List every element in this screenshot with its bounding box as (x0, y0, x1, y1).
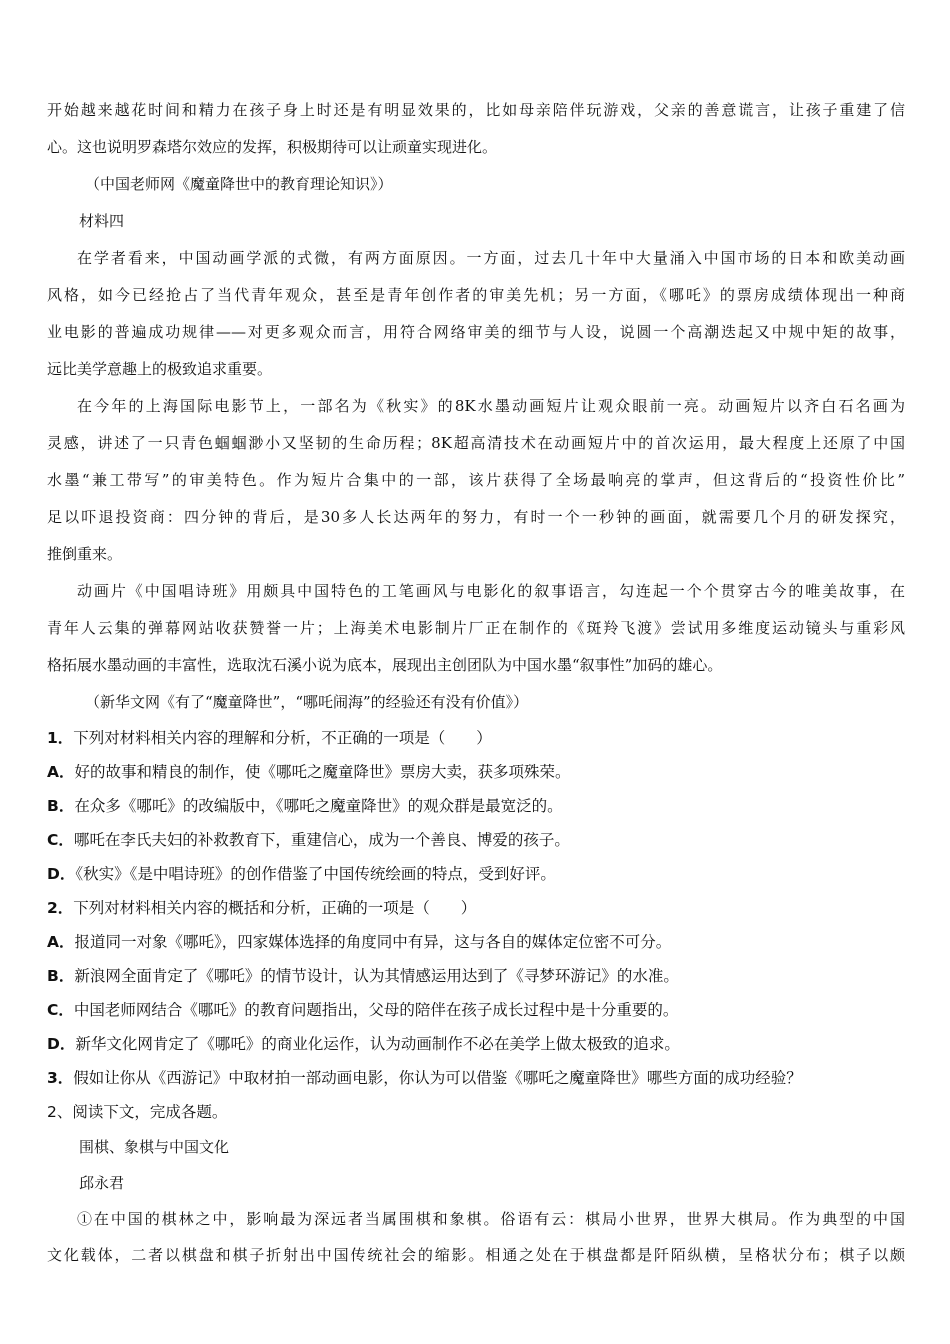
option-text: 新浪网全面肯定了《哪吒》的情节设计，认为其情感运用达到了《寻梦环游记》的水准。 (74, 967, 679, 985)
question-2-stem: 下列对材料相关内容的概括和分析，正确的一项是（ ） (73, 899, 477, 917)
question-3-number: 3． (47, 1069, 74, 1087)
material4-p2-line-4: 足以吓退投资商：四分钟的背后，是30多人长达两年的努力，有时一个一秒钟的画面，就需要几个月的研发探究， (47, 508, 905, 526)
material4-p1-line-1: 在学者看来，中国动画学派的式微，有两方面原因。一方面，过去几十年中大量涌入中国市场的日本和欧美动画 (77, 249, 905, 267)
option-text: 中国老师网结合《哪吒》的教育问题指出，父母的陪伴在孩子成长过程中是十分重要的。 (73, 1001, 679, 1019)
question-1-option-d (47, 857, 905, 891)
article-author: 邱永君 (79, 1174, 125, 1192)
option-label: B． (47, 967, 75, 985)
option-text: 在众多《哪吒》的改编版中，《哪吒之魔童降世》的观众群是最宽泛的。 (74, 797, 563, 815)
section-2-intro: 2、阅读下文，完成各题。 (47, 1103, 228, 1121)
question-1 (47, 721, 905, 755)
material4-heading: 材料四 (79, 212, 125, 230)
option-label: C． (47, 1001, 74, 1019)
material4-p3-line-1: 动画片《中国唱诗班》用颇具中国特色的工笔画风与电影化的叙事语言，勾连起一个个贯穿古今的唯美故事，在 (77, 582, 905, 600)
option-text: 报道同一对象《哪吒》，四家媒体选择的角度同中有异，这与各自的媒体定位密不可分。 (74, 933, 672, 951)
material4-p3-line-3: 格拓展水墨动画的丰富性，选取沈石溪小说为底本，展现出主创团队为中国水墨“叙事性”加码的雄心。 (47, 656, 723, 674)
question-2-option-b (47, 959, 905, 993)
material4-p2-line-5: 推倒重来。 (47, 545, 123, 563)
material4-p3-line-2: 青年人云集的弹幕网站收获赞誉一片；上海美术电影制片厂正在制作的《斑羚飞渡》尝试用多维度运动镜头与重彩风 (47, 619, 905, 637)
document-page (47, 92, 905, 1273)
option-text: 《秋实》《是中唱诗班》的创作借鉴了中国传统绘画的特点，受到好评。 (75, 865, 556, 883)
question-2-option-d (47, 1027, 905, 1061)
material4-p2-line-2: 灵感，讲述了一只青色蝈蝈渺小又坚韧的生命历程；8K超高清技术在动画短片中的首次运用，最大程度上还原了中国 (47, 434, 905, 452)
material4-p1-line-3: 业电影的普遍成功规律——对更多观众而言，用符合网络审美的细节与人设，说圆一个高潮迭起又中规中矩的故事， (47, 323, 905, 341)
question-1-stem: 下列对材料相关内容的理解和分析，不正确的一项是（ ） (73, 729, 492, 747)
question-2 (47, 891, 905, 925)
option-label: B． (47, 797, 75, 815)
material3-line-1: 开始越来越花时间和精力在孩子身上时还是有明显效果的，比如母亲陪伴玩游戏，父亲的善意谎言，让孩子重建了信 (47, 101, 905, 119)
option-text: 哪吒在李氏夫妇的补救教育下，重建信心，成为一个善良、博爱的孩子。 (73, 831, 570, 849)
material4-p1-line-4: 远比美学意趣上的极致追求重要。 (47, 360, 273, 378)
question-3 (47, 1061, 905, 1095)
option-label: A． (47, 763, 75, 781)
question-1-number: 1． (47, 729, 74, 747)
question-2-option-c (47, 993, 905, 1027)
question-1-option-b (47, 789, 905, 823)
option-label: D． (47, 865, 76, 883)
material4-source: （新华文网《有了“魔童降世”，“哪吒闹海”的经验还有没有价值》） (85, 693, 529, 711)
option-text: 好的故事和精良的制作，使《哪吒之魔童降世》票房大卖，获多项殊荣。 (74, 763, 571, 781)
question-3-stem: 假如让你从《西游记》中取材拍一部动画电影，你认为可以借鉴《哪吒之魔童降世》哪些方面的成功经验？ (73, 1069, 802, 1087)
article-p1-line-2: 文化载体，二者以棋盘和棋子折射出中国传统社会的缩影。相通之处在于棋盘都是阡陌纵横，呈格状分布；棋子以颇 (47, 1246, 905, 1264)
article-p1-line-1: ①在中国的棋林之中，影响最为深远者当属围棋和象棋。俗语有云：棋局小世界，世界大棋局。作为典型的中国 (77, 1210, 905, 1228)
material3-source: （中国老师网《魔童降世中的教育理论知识》） (85, 175, 393, 193)
option-label: D． (47, 1035, 76, 1053)
question-1-option-c (47, 823, 905, 857)
material4-p2-line-1: 在今年的上海国际电影节上，一部名为《秋实》的8K水墨动画短片让观众眼前一亮。动画短片以齐白石名画为 (77, 397, 905, 415)
option-label: A． (47, 933, 75, 951)
article-title: 围棋、象棋与中国文化 (79, 1138, 230, 1156)
material4-p2-line-3: 水墨“兼工带写”的审美特色。作为短片合集中的一部，该片获得了全场最响亮的掌声，但这背后的“投资性价比” (47, 471, 905, 489)
option-label: C． (47, 831, 74, 849)
option-text: 新华文化网肯定了《哪吒》的商业化运作，认为动画制作不必在美学上做太极致的追求。 (75, 1035, 680, 1053)
question-2-option-a (47, 925, 905, 959)
question-2-number: 2． (47, 899, 74, 917)
material3-line-2: 心。这也说明罗森塔尔效应的发挥，积极期待可以让顽童实现进化。 (47, 138, 498, 156)
material4-p1-line-2: 风格，如今已经抢占了当代青年观众，甚至是青年创作者的审美先机；另一方面，《哪吒》的票房成绩体现出一种商 (47, 286, 905, 304)
question-1-option-a (47, 755, 905, 789)
